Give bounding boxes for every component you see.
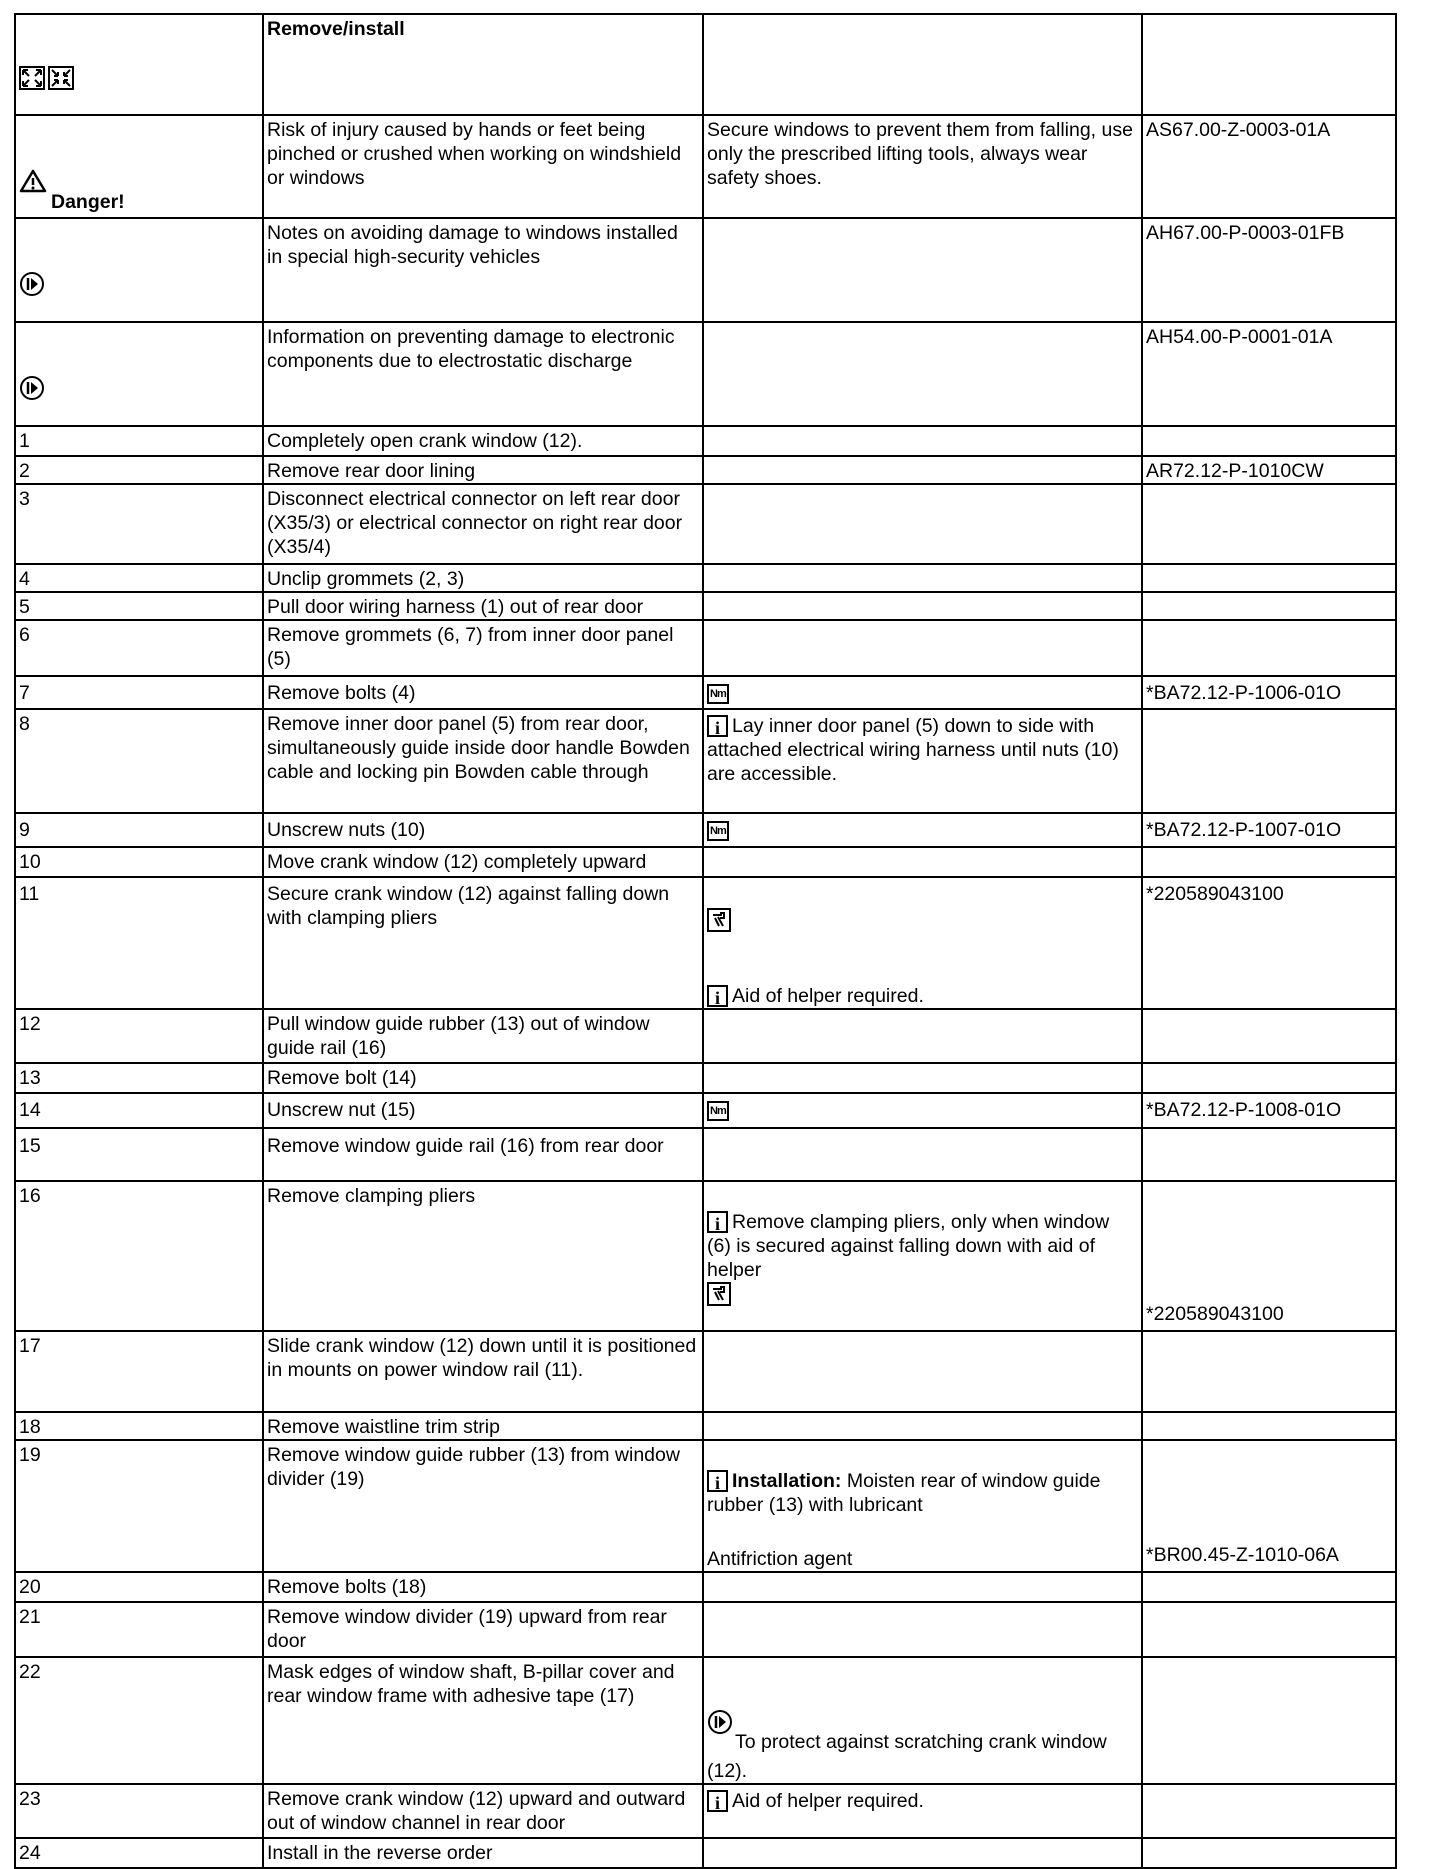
step-row <box>15 1009 1396 1063</box>
step-note <box>703 1784 1142 1838</box>
header-icons-cell <box>15 14 263 115</box>
step-text: Remove inner door panel (5) from rear door, simultaneously guide inside door handle Bowden cable and locking pin Bowden cable through <box>263 709 703 813</box>
step-text: Remove crank window (12) upward and outward out of window channel in rear door <box>263 1784 703 1838</box>
step-ref <box>1142 1009 1396 1063</box>
step-row <box>15 1063 1396 1093</box>
step-row <box>15 564 1396 592</box>
step-ref <box>1142 1181 1396 1331</box>
step-note <box>703 1063 1142 1093</box>
step-row <box>15 813 1396 847</box>
notice-cell <box>15 218 263 322</box>
step-text: Remove waistline trim strip <box>263 1412 703 1440</box>
step-ref <box>1142 426 1396 456</box>
step-note <box>703 426 1142 456</box>
step-number: 19 <box>15 1440 263 1572</box>
step-number: 1 <box>15 426 263 456</box>
step-row <box>15 1440 1396 1572</box>
warning-triangle-icon <box>19 145 47 217</box>
step-text: Remove clamping pliers <box>263 1181 703 1331</box>
step-note <box>703 1181 1142 1331</box>
step-number: 6 <box>15 620 263 676</box>
note-ref: AH54.00-P-0001-01A <box>1142 322 1396 426</box>
step-number: 7 <box>15 676 263 709</box>
step-row <box>15 620 1396 676</box>
note-text: Information on preventing damage to electronic components due to electrostatic discharge <box>263 322 703 426</box>
installation-label: Installation: <box>732 1470 842 1492</box>
step-row <box>15 709 1396 813</box>
notice-circle-icon <box>707 1685 733 1759</box>
info-icon: i <box>707 1790 728 1812</box>
step-row <box>15 1412 1396 1440</box>
step-number: 14 <box>15 1093 263 1128</box>
step-text: Mask edges of window shaft, B-pillar cover and rear window frame with adhesive tape (17) <box>263 1657 703 1784</box>
step-note <box>703 592 1142 620</box>
header-row <box>15 14 1396 115</box>
step-note <box>703 1440 1142 1572</box>
info-icon: i <box>707 1211 728 1233</box>
step-note <box>703 1128 1142 1181</box>
step-row <box>15 426 1396 456</box>
step-note <box>703 484 1142 564</box>
step-text: Remove grommets (6, 7) from inner door panel (5) <box>263 620 703 676</box>
step-number: 22 <box>15 1657 263 1784</box>
step-ref <box>1142 1602 1396 1657</box>
notice-circle-icon <box>19 247 45 321</box>
step-note <box>703 1331 1142 1412</box>
step-ref <box>1142 1412 1396 1440</box>
step-note-text: To protect against scratching crank window (12). <box>707 1731 1107 1782</box>
step-note <box>703 709 1142 813</box>
special-tool-icon[interactable] <box>707 908 731 932</box>
step-row <box>15 1128 1396 1181</box>
spacer <box>707 938 1136 960</box>
step-text: Pull door wiring harness (1) out of rear door <box>263 592 703 620</box>
danger-ref: AS67.00-Z-0003-01A <box>1142 115 1396 218</box>
step-number: 18 <box>15 1412 263 1440</box>
step-ref <box>1142 1838 1396 1868</box>
agent-label: Antifriction agent <box>707 1548 853 1570</box>
step-note-text: Aid of helper required. <box>732 985 924 1007</box>
step-ref <box>1142 1063 1396 1093</box>
step-number: 20 <box>15 1572 263 1602</box>
step-ref <box>1142 847 1396 877</box>
note-empty <box>703 218 1142 322</box>
step-ref[interactable]: AR72.12-P-1010CW <box>1142 456 1396 484</box>
note-empty <box>703 322 1142 426</box>
step-text: Remove rear door lining <box>263 456 703 484</box>
step-text: Remove bolts (18) <box>263 1572 703 1602</box>
step-number: 12 <box>15 1009 263 1063</box>
step-row <box>15 1093 1396 1128</box>
torque-nm-icon[interactable]: Nm <box>707 684 729 704</box>
step-number: 17 <box>15 1331 263 1412</box>
step-number: 10 <box>15 847 263 877</box>
step-number: 5 <box>15 592 263 620</box>
step-ref[interactable]: *BA72.12-P-1008-01O <box>1142 1093 1396 1128</box>
step-text: Remove bolts (4) <box>263 676 703 709</box>
procedure-table <box>14 13 1397 1869</box>
step-number: 11 <box>15 877 263 1009</box>
step-note <box>703 1093 1142 1128</box>
step-row <box>15 456 1396 484</box>
step-note <box>703 1412 1142 1440</box>
step-note <box>703 620 1142 676</box>
step-row <box>15 676 1396 709</box>
header-empty-4 <box>1142 14 1396 115</box>
step-number: 23 <box>15 1784 263 1838</box>
step-text: Pull window guide rubber (13) out of window guide rail (16) <box>263 1009 703 1063</box>
step-text: Disconnect electrical connector on left rear door (X35/3) or electrical connector on right rear door (X35/4) <box>263 484 703 564</box>
danger-label: Danger! <box>51 191 125 213</box>
step-number: 21 <box>15 1602 263 1657</box>
step-note <box>703 1657 1142 1784</box>
info-icon: i <box>707 985 728 1007</box>
step-row <box>15 847 1396 877</box>
step-note <box>703 564 1142 592</box>
step-row <box>15 1838 1396 1868</box>
note-row <box>15 322 1396 426</box>
step-row <box>15 484 1396 564</box>
step-ref <box>1142 620 1396 676</box>
step-row <box>15 1657 1396 1784</box>
step-row <box>15 1784 1396 1838</box>
step-note <box>703 813 1142 847</box>
step-ref[interactable]: *220589043100 <box>1142 877 1396 1009</box>
step-note-text: Aid of helper required. <box>732 1790 924 1812</box>
step-text: Completely open crank window (12). <box>263 426 703 456</box>
step-row <box>15 1181 1396 1331</box>
step-ref <box>1142 564 1396 592</box>
note-ref: AH67.00-P-0003-01FB <box>1142 218 1396 322</box>
agent-ref[interactable]: *BR00.45-Z-1010-06A <box>1146 1544 1339 1566</box>
step-note-text: Lay inner door panel (5) down to side with attached electrical wiring harness until nuts (10) are accessible. <box>707 715 1119 785</box>
step-note <box>703 456 1142 484</box>
step-number: 9 <box>15 813 263 847</box>
step-note <box>703 847 1142 877</box>
step-row <box>15 592 1396 620</box>
step-row <box>15 877 1396 1009</box>
notice-circle-icon <box>19 351 45 425</box>
tool-ref[interactable]: *220589043100 <box>1146 1303 1284 1325</box>
step-ref <box>1142 709 1396 813</box>
step-text: Remove window guide rubber (13) from window divider (19) <box>263 1440 703 1572</box>
step-ref <box>1142 1784 1396 1838</box>
step-ref <box>1142 1572 1396 1602</box>
step-text: Install in the reverse order <box>263 1838 703 1868</box>
collapse-icon[interactable] <box>48 42 74 114</box>
step-number: 3 <box>15 484 263 564</box>
step-note <box>703 1572 1142 1602</box>
torque-nm-icon[interactable]: Nm <box>707 821 729 841</box>
step-row <box>15 1572 1396 1602</box>
step-number: 15 <box>15 1128 263 1181</box>
step-ref[interactable]: *BA72.12-P-1007-01O <box>1142 813 1396 847</box>
step-text: Unscrew nuts (10) <box>263 813 703 847</box>
torque-nm-icon[interactable]: Nm <box>707 1101 729 1121</box>
step-ref <box>1142 1128 1396 1181</box>
step-number: 4 <box>15 564 263 592</box>
spacer <box>707 1517 1136 1523</box>
step-note <box>703 1602 1142 1657</box>
step-text: Unclip grommets (2, 3) <box>263 564 703 592</box>
note-row <box>15 218 1396 322</box>
danger-label-cell <box>15 115 263 218</box>
step-text: Secure crank window (12) against falling down with clamping pliers <box>263 877 703 1009</box>
danger-text: Risk of injury caused by hands or feet being pinched or crushed when working on windshield or windows <box>263 115 703 218</box>
step-note <box>703 1009 1142 1063</box>
step-row <box>15 1331 1396 1412</box>
step-number: 2 <box>15 456 263 484</box>
danger-row <box>15 115 1396 218</box>
step-ref <box>1142 1657 1396 1784</box>
step-text: Move crank window (12) completely upward <box>263 847 703 877</box>
step-number: 24 <box>15 1838 263 1868</box>
step-ref <box>1142 592 1396 620</box>
step-text: Remove window divider (19) upward from rear door <box>263 1602 703 1657</box>
step-ref <box>1142 1331 1396 1412</box>
step-row <box>15 1602 1396 1657</box>
notice-cell <box>15 322 263 426</box>
special-tool-icon[interactable] <box>707 1282 731 1306</box>
step-text: Remove bolt (14) <box>263 1063 703 1093</box>
step-note <box>703 676 1142 709</box>
step-number: 13 <box>15 1063 263 1093</box>
note-text: Notes on avoiding damage to windows installed in special high-security vehicles <box>263 218 703 322</box>
step-text: Remove window guide rail (16) from rear door <box>263 1128 703 1181</box>
step-note-text: Remove clamping pliers, only when window (6) is secured against falling down with aid of helper <box>707 1211 1110 1281</box>
header-empty-3 <box>703 14 1142 115</box>
step-note <box>703 1838 1142 1868</box>
step-note <box>703 877 1142 1009</box>
step-number: 8 <box>15 709 263 813</box>
step-text: Unscrew nut (15) <box>263 1093 703 1128</box>
info-icon: i <box>707 1470 728 1492</box>
step-number: 16 <box>15 1181 263 1331</box>
step-ref <box>1142 484 1396 564</box>
step-text: Slide crank window (12) down until it is positioned in mounts on power window rail (11). <box>263 1331 703 1412</box>
expand-icon[interactable] <box>19 42 45 114</box>
step-ref[interactable]: *BA72.12-P-1006-01O <box>1142 676 1396 709</box>
header-title: Remove/install <box>263 14 703 115</box>
danger-note: Secure windows to prevent them from falling, use only the prescribed lifting tools, always wear safety shoes. <box>703 115 1142 218</box>
info-icon: i <box>707 715 728 737</box>
step-ref <box>1142 1440 1396 1572</box>
step-note-text: Moisten rear of window guide rubber (13) with lubricant <box>707 1470 1101 1516</box>
